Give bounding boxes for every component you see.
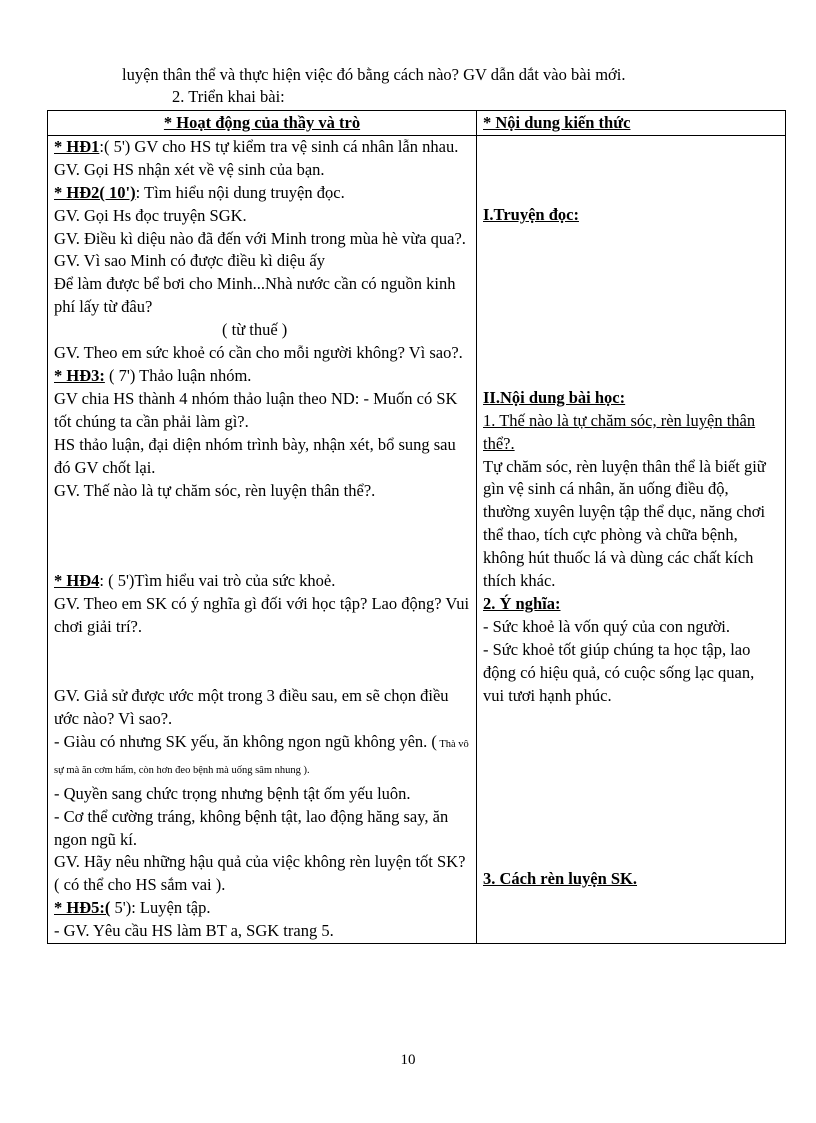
- table-body-row: [48, 135, 786, 943]
- content-paragraph: Tự chăm sóc, rèn luyện thân thể là biết giữ gìn vệ sinh cá nhân, ăn uống điều độ, thường xuyên luyện tập thể dục, năng chơi thể thao, tích cực phòng và chữa bệnh, không hút thuốc lá và dùng các chất kích thích khác.: [483, 456, 766, 591]
- activity-line: GV chia HS thành 4 nhóm thảo luận theo ND: - Muốn có SK tốt chúng ta cần phải làm gì?.: [54, 388, 458, 431]
- spacer: [54, 502, 470, 570]
- hd4: * HĐ4: ( 5')Tìm hiểu vai trò của sức khoẻ.: [54, 571, 336, 591]
- activity-line: - Cơ thể cường tráng, không bệnh tật, lao động hăng say, ăn ngon ngũ kí.: [54, 806, 449, 849]
- activity-line: Để làm được bể bơi cho Minh...Nhà nước cần có nguồn kinh phí lấy từ đâu?: [54, 274, 456, 317]
- hd3: * HĐ3: ( 7') Thảo luận nhóm.: [54, 365, 252, 385]
- activity-line: - Giàu có nhưng SK yếu, ăn không ngon ngũ không yên. ( Thà vô sự mà ăn cơm hẩm, còn hơn đeo bệnh mà uống sâm nhung ).: [54, 731, 469, 776]
- activity-line: ( từ thuế ): [222, 320, 288, 340]
- activities-column: [48, 135, 477, 943]
- page-number: 10: [400, 1052, 416, 1068]
- activity-line: GV. Gọi HS nhận xét về vệ sinh của bạn.: [54, 159, 325, 179]
- header-activities: * Hoạt động của thầy và trò: [48, 111, 477, 136]
- spacer: [483, 227, 779, 387]
- hd1: * HĐ1:( 5') GV cho HS tự kiểm tra vệ sinh cá nhân lẫn nhau.: [54, 136, 459, 156]
- subsection-title: 1. Thế nào là tự chăm sóc, rèn luyện thân thể?.: [483, 410, 756, 453]
- activity-line: GV. Theo em sức khoẻ có cần cho mỗi người không? Vì sao?.: [54, 343, 463, 363]
- spacer: [483, 136, 779, 204]
- lesson-table: [47, 110, 786, 944]
- intro: [122, 64, 782, 108]
- hd2: * HĐ2( 10'): Tìm hiểu nội dung truyện đọc.: [54, 182, 345, 202]
- table-header-row: [48, 111, 786, 136]
- content-line: - Sức khoẻ là vốn quý của con người.: [483, 616, 731, 636]
- header-content: * Nội dung kiến thức: [477, 111, 786, 136]
- activity-line: GV. Hãy nêu những hậu quả của việc không rèn luyện tốt SK? ( có thể cho HS sắm vai ).: [54, 852, 466, 895]
- content-line: - Sức khoẻ tốt giúp chúng ta học tập, lao động có hiệu quả, có cuộc sống lạc quan, vui tươi hạnh phúc.: [483, 639, 755, 705]
- activity-line: GV. Gọi Hs đọc truyện SGK.: [54, 205, 247, 225]
- section-truyen-doc: I.Truyện đọc:: [483, 204, 579, 224]
- activity-line: GV. Vì sao Minh có được điều kì diệu ấy: [54, 251, 325, 271]
- spacer: [54, 639, 470, 685]
- activity-line: - Quyền sang chức trọng nhưng bệnh tật ốm yếu luôn.: [54, 783, 411, 803]
- hd5: * HĐ5:( 5'): Luyện tập.: [54, 898, 211, 918]
- section-y-nghia: 2. Ý nghĩa:: [483, 593, 561, 613]
- content-column: [477, 135, 786, 943]
- section-heading: 2. Triển khai bài:: [172, 87, 285, 106]
- activity-line: GV. Theo em SK có ý nghĩa gì đối với học tập? Lao động? Vui chơi giải trí?.: [54, 594, 470, 637]
- intro-line-1: luyện thân thể và thực hiện việc đó bằng cách nào? GV dẫn dắt vào bài mới.: [122, 65, 626, 84]
- spacer: [483, 708, 779, 868]
- section-noi-dung: II.Nội dung bài học:: [483, 387, 626, 407]
- activity-line: GV. Thế nào là tự chăm sóc, rèn luyện thân thể?.: [54, 480, 376, 500]
- section-cach-ren-luyen: 3. Cách rèn luyện SK.: [483, 868, 638, 888]
- activity-line: HS thảo luận, đại diện nhóm trình bày, nhận xét, bổ sung sau đó GV chốt lại.: [54, 434, 456, 477]
- activity-line: - GV. Yêu cầu HS làm BT a, SGK trang 5.: [54, 921, 334, 941]
- activity-line: GV. Điều kì diệu nào đã đến với Minh trong mùa hè vừa qua?.: [54, 228, 466, 248]
- activity-line: GV. Giả sử được ước một trong 3 điều sau, em sẽ chọn điều ước nào? Vì sao?.: [54, 686, 449, 729]
